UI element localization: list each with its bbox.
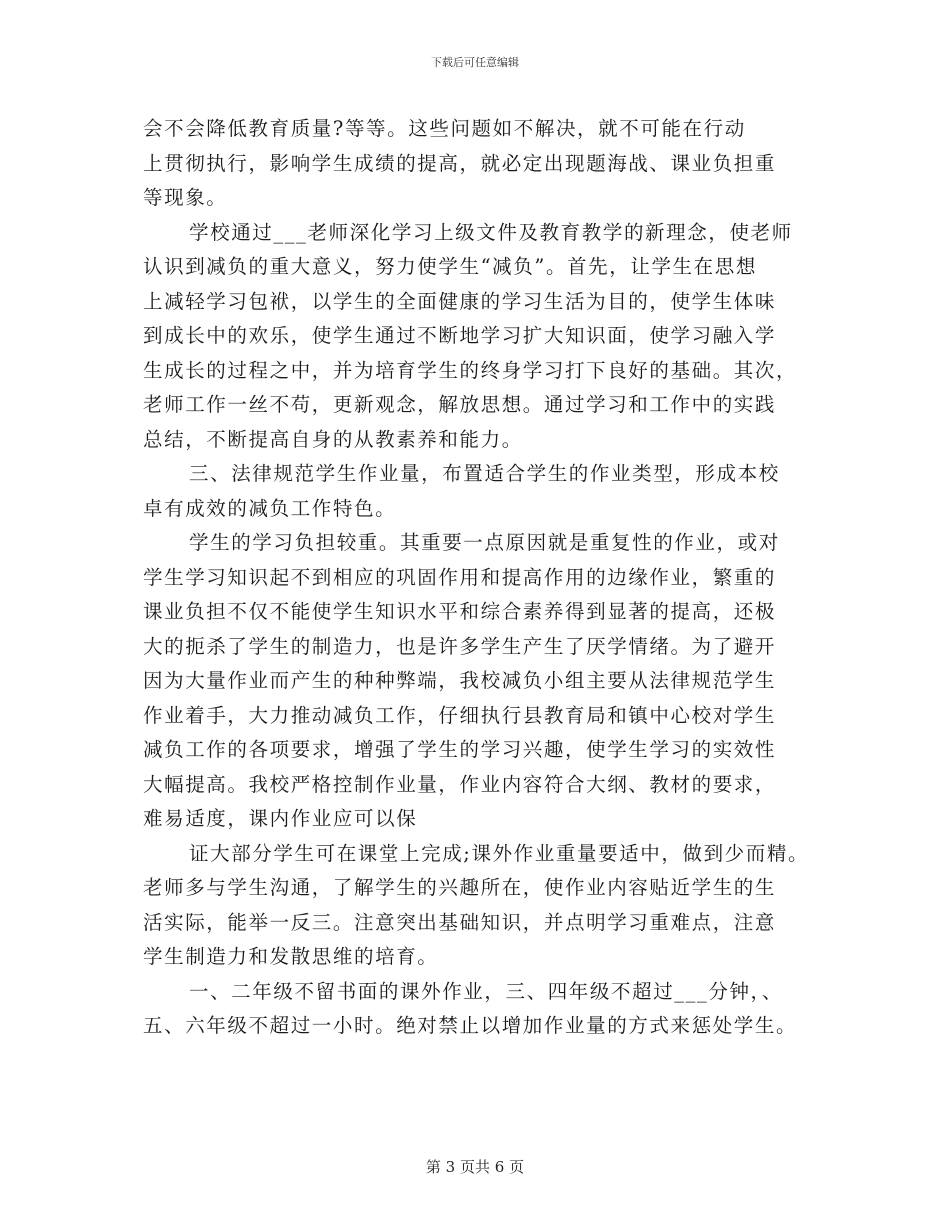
- text-line: 卓有成效的减负工作特色。: [143, 496, 397, 520]
- text-line: 生成长的过程之中，并为培育学生的终身学习打下良好的基础。其次，: [143, 358, 798, 382]
- text-line: 证大部分学生可在课堂上完成;课外作业重量要适中，做到少而精。: [189, 841, 810, 865]
- text-line: 总结，不断提高自身的从教素养和能力。: [143, 427, 523, 451]
- text-line: 难易适度，课内作业应可以保: [143, 807, 418, 830]
- text-line: 等现象。: [143, 186, 228, 209]
- text-line: 老师多与学生沟通，了解学生的兴趣所在，使作业内容贴近学生的生: [143, 876, 777, 899]
- paragraph: [143, 457, 843, 526]
- text-line: 五、六年级不超过一小时。绝对禁止以增加作业量的方式来惩处学生。: [143, 1014, 798, 1037]
- text-line: 因为大量作业而产生的种种弊端，我校减负小组主要从法律规范学生: [143, 669, 777, 692]
- text-line: 一、二年级不留书面的课外作业，三、四年级不超过___分钟，、: [189, 979, 784, 1003]
- text-line: 上减轻学习包袱，以学生的全面健康的学习生活为目的，使学生体味: [143, 289, 777, 313]
- text-line: 认识到减负的重大意义，努力使学生“减负”。首先，让学生在思想: [143, 255, 757, 278]
- text-line: 三、法律规范学生作业量，布置适合学生的作业类型，形成本校: [189, 462, 780, 485]
- paragraph: [143, 216, 843, 458]
- text-line: 活实际，能举一反三。注意突出基础知识，并点明学习重难点，注意: [143, 910, 777, 934]
- text-line: 老师工作一丝不苟，更新观念，解放思想。通过学习和工作中的实践: [143, 393, 777, 416]
- text-line: 减负工作的各项要求，增强了学生的学习兴趣，使学生学习的实效性: [143, 738, 777, 761]
- page-header: 下载后可任意编辑: [431, 56, 519, 69]
- paragraph: [143, 975, 843, 1044]
- page-footer: 第 3 页共 6 页: [425, 1158, 525, 1176]
- text-line: 上贯彻执行，影响学生成绩的提高，就必定出现题海战、课业负担重: [143, 151, 777, 175]
- text-line: 学生学习知识起不到相应的巩固作用和提高作用的边缘作业，繁重的: [143, 565, 777, 589]
- text-line: 作业着手，大力推动减负工作，仔细执行县教育局和镇中心校对学生: [143, 703, 777, 727]
- text-line: 大的扼杀了学生的制造力，也是许多学生产生了厌学情绪。为了避开: [143, 634, 777, 658]
- text-line: 学校通过___老师深化学习上级文件及教育教学的新理念，使老师: [189, 220, 793, 244]
- text-line: 会不会降低教育质量?等等。这些问题如不解决，就不可能在行动: [143, 117, 746, 140]
- document-body: [143, 112, 843, 1044]
- paragraph: [143, 112, 843, 216]
- text-line: 学生制造力和发散思维的培育。: [143, 945, 439, 968]
- text-line: 大幅提高。我校严格控制作业量，作业内容符合大纲、教材的要求，: [143, 772, 777, 796]
- paragraph: [143, 526, 843, 837]
- text-line: 学生的学习负担较重。其重要一点原因就是重复性的作业，或对: [189, 531, 780, 554]
- text-line: 到成长中的欢乐，使学生通过不断地学习扩大知识面，使学习融入学: [143, 324, 777, 347]
- paragraph: [143, 837, 843, 975]
- text-line: 课业负担不仅不能使学生知识水平和综合素养得到显著的提高，还极: [143, 600, 777, 623]
